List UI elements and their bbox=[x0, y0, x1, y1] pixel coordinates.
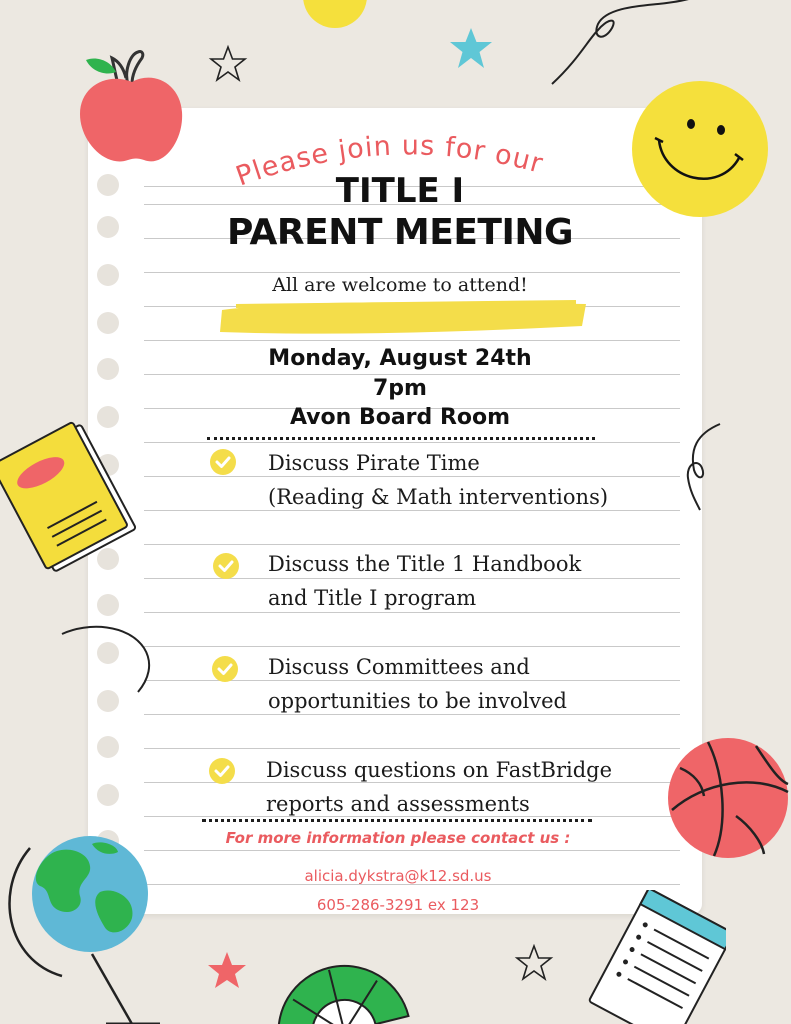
contact-heading: For more information please contact us : bbox=[225, 829, 571, 847]
star-icon bbox=[448, 26, 494, 72]
dotted-divider bbox=[207, 437, 595, 440]
check-icon bbox=[209, 758, 235, 784]
title-line-2: PARENT MEETING bbox=[226, 212, 574, 253]
agenda-item-1-line-1: Discuss Pirate Time bbox=[268, 451, 480, 475]
notepad-icon bbox=[576, 890, 726, 1024]
agenda-item-4-line-2: reports and assessments bbox=[266, 792, 530, 816]
squiggle-decoration bbox=[676, 420, 726, 512]
contact-phone: 605-286-3291 ex 123 bbox=[316, 896, 480, 914]
meeting-location: Avon Board Room bbox=[289, 405, 511, 430]
book-icon bbox=[0, 418, 140, 574]
agenda-item-3-line-1: Discuss Committees and bbox=[268, 655, 530, 679]
agenda-item-2-line-2: and Title I program bbox=[268, 586, 477, 610]
star-icon bbox=[206, 950, 248, 992]
meeting-time: 7pm bbox=[373, 376, 427, 401]
protractor-icon bbox=[270, 952, 416, 1024]
check-icon bbox=[212, 656, 238, 682]
welcome-text: All are welcome to attend! bbox=[272, 274, 528, 296]
agenda-item-4-line-1: Discuss questions on FastBridge bbox=[266, 758, 613, 782]
star-icon bbox=[514, 944, 554, 982]
title-line-1: TITLE I bbox=[335, 171, 465, 211]
globe-icon bbox=[0, 830, 160, 1024]
apple-icon bbox=[76, 48, 190, 172]
yellow-circle-decoration bbox=[300, 0, 370, 32]
basketball-icon bbox=[664, 734, 791, 862]
squiggle-decoration bbox=[58, 620, 158, 700]
check-icon bbox=[210, 449, 236, 475]
star-icon bbox=[208, 44, 248, 84]
agenda-item-3-line-2: opportunities to be involved bbox=[268, 689, 567, 713]
dotted-divider bbox=[202, 819, 592, 822]
smiley-face-icon bbox=[627, 80, 773, 218]
check-icon bbox=[213, 553, 239, 579]
contact-email[interactable]: alicia.dykstra@k12.sd.us bbox=[304, 867, 492, 885]
meeting-date: Monday, August 24th bbox=[268, 346, 532, 371]
highlighter-stroke bbox=[216, 296, 592, 340]
squiggle-decoration bbox=[548, 0, 708, 90]
agenda-item-1-line-2: (Reading & Math interventions) bbox=[268, 485, 609, 509]
script-heading-text: Please join us for our bbox=[232, 130, 547, 193]
agenda-item-2-line-1: Discuss the Title 1 Handbook bbox=[268, 552, 582, 576]
